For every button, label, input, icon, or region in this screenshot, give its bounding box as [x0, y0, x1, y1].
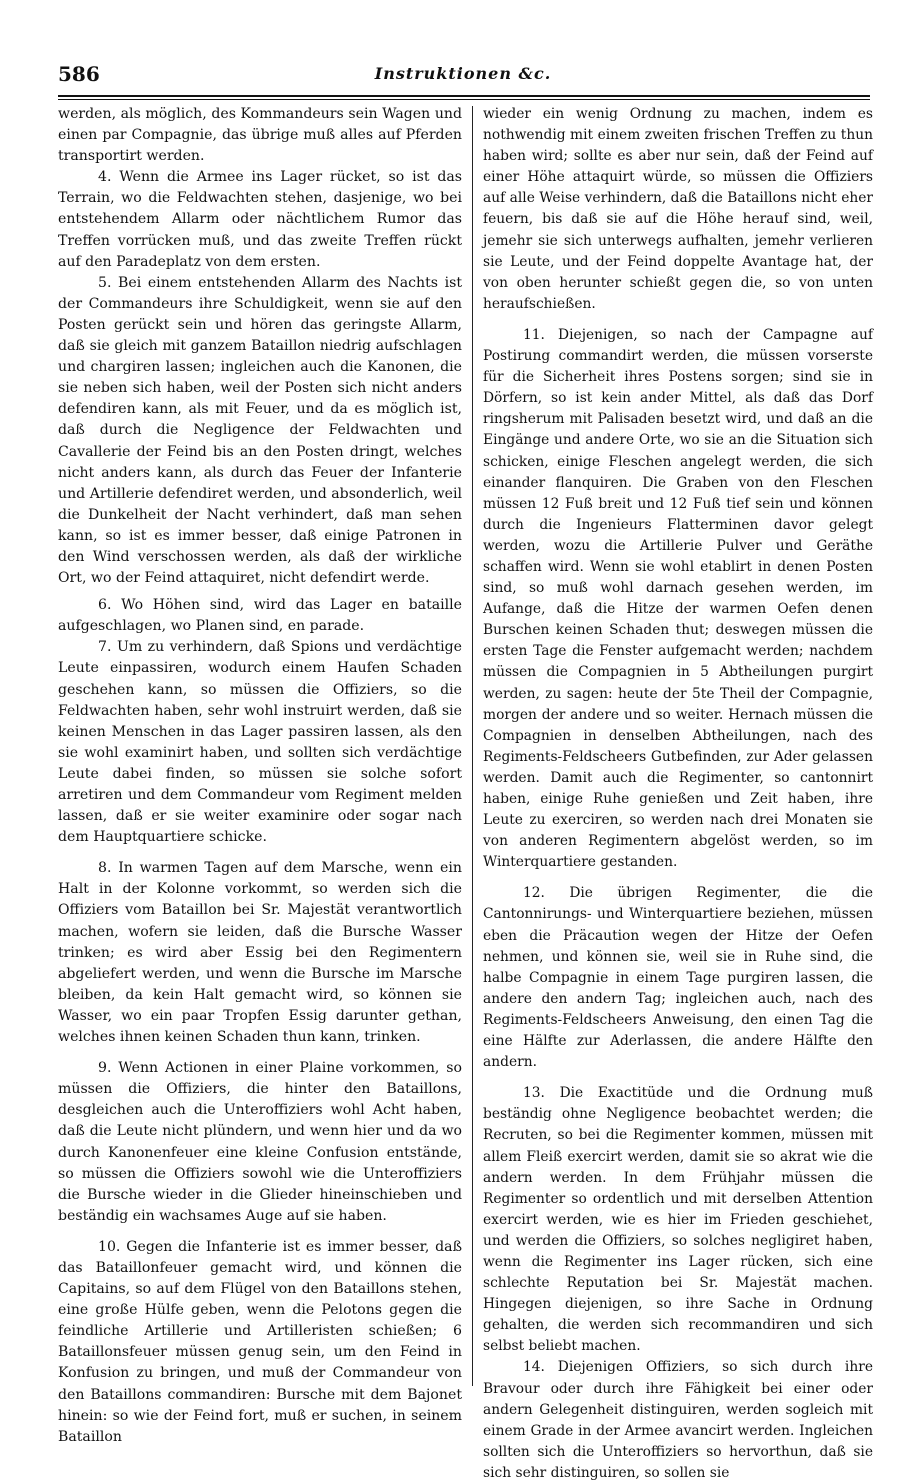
paragraph-7: 7. Um zu verhindern, daß Spions und verdächtige Leute einpassiren, wodurch einem Haufen Schaden geschehen kann, so müssen die Offiziers, so die Feldwachten haben, sehr wohl instruirt werden, daß sie keinen Menschen in das Lager passiren lassen, als den sie wohl examinirt haben, und sollten sich verdächtige Leute dabei finden, so müssen sie solche sofort arretiren und dem Commandeur vom Regiment melden lassen, daß er sie weiter examinire oder sogar nach dem Hauptquartiere schicke.: [58, 639, 462, 846]
left-column: [58, 104, 462, 1448]
paragraph-11: 11. Diejenigen, so nach der Campagne auf Postirung commandirt werden, die müssen vorserste für die Sicherheit ihres Postens sorgen; sind sie in Dörfern, so ist kein ander Mittel, als daß das Dorf ringsherum mit Palisaden besetzt wird, und daß an die Eingänge und andere Orte, wo sie an die Situation sich schicken, einige Fleschen angelegt werden, die sich einander flanquiren. Die Graben von den Fleschen müssen 12 Fuß breit und 12 Fuß tief sein und können durch die Ingenieurs Flatterminen davor gelegt werden, wozu die Artillerie Pulver und Geräthe schaffen wird. Wenn sie wohl etablirt in denen Posten sind, so muß wohl darnach gesehen werden, im Aufange, daß die Hitze der warmen Oefen denen Burschen keinen Schaden thut; deswegen müssen die ersten Tage die Fenster aufgemacht werden; nachdem müssen die Compagnien in 5 Abtheilungen purgirt werden, zu sagen: heute der 5te Theil der Compagnie, morgen der andere und so weiter. Hernach müssen die Compagnien in denselben Abtheilungen, nach des Regiments-Feldscheers Gutbefinden, zur Ader gelassen werden. Damit auch die Regimenter, so cantonnirt haben, einige Ruhe genießen und Zeit haben, ihre Leute zu exerciren, so werden nach drei Monaten sie von anderen Regimentern abgelöst werden, so im Winterquartiere gestanden.: [483, 326, 873, 871]
paragraph-6: 6. Wo Höhen sind, wird das Lager en bataille aufgeschlagen, wo Planen sind, en parade.: [58, 597, 462, 635]
running-title: Instruktionen &c.: [374, 64, 552, 83]
column-divider: [472, 106, 473, 1386]
page-header: [58, 62, 868, 92]
header-rule: [58, 95, 870, 97]
paragraph-10: 10. Gegen die Infanterie ist es immer besser, daß das Bataillonfeuer gemacht wird, und können die Capitains, so auf dem Flügel von den Bataillons stehen, eine große Hülfe geben, wenn die Pelotons gegen die feindliche Artillerie und Artilleristen schießen; 6 Bataillonsfeuer müssen genug sein, um den Feind in Konfusion zu bringen, und muß der Commandeur von den Bataillons commandiren: Bursche mit dem Bajonet hinein: so wie der Feind fort, muß er suchen, in seinem Bataillon: [58, 1238, 462, 1445]
paragraph-continued-right: wieder ein wenig Ordnung zu machen, indem es nothwendig mit einem zweiten frischen Treffen zu thun haben wird; sollte es aber nur sein, daß der Feind auf einer Höhe attaquirt würde, so müssen die Offiziers auf alle Weise verhindern, daß die Bataillons nicht eher feuern, bis daß sie auf die Höhe herauf sind, weil, jemehr sie sich unterwegs aufhalten, jemehr verlieren sie Leute, und der Feind doppelte Avantage hat, der von oben herunter schießt gegen die, so von unten heraufschießen.: [483, 106, 873, 312]
paragraph-4: 4. Wenn die Armee ins Lager rücket, so ist das Terrain, wo die Feldwachten stehen, dasjenige, wo bei entstehendem Allarm oder nächtlichem Rumor das Treffen vorrücken muß, und das zweite Treffen rückt auf den Paradeplatz von dem ersten.: [58, 169, 462, 270]
header-rule-thin: [58, 99, 870, 100]
page-number: 586: [58, 62, 100, 86]
paragraph-9: 9. Wenn Actionen in einer Plaine vorkommen, so müssen die Offiziers, die hinter den Bataillons, desgleichen auch die Unteroffiziers wohl Acht haben, daß die Leute nicht plündern, und wenn hier und da wo durch Kanonenfeuer eine kleine Confusion entstände, so müssen die Offiziers sowohl wie die Unteroffiziers die Bursche wieder in die Glieder hineinschieben und beständig ein wachsames Auge auf sie haben.: [58, 1060, 462, 1224]
paragraph-12: 12. Die übrigen Regimenter, die die Cantonnirungs- und Winterquartiere beziehen, müssen eben die Präcaution wegen der Hitze der Oefen nehmen, und können sie, weil sie in Ruhe sind, die halbe Compagnie in einem Tage purgiren lassen, die andere den andern Tag; ingleichen auch, nach des Regiments-Feldscheers Anweisung, den einen Tag die eine Hälfte zur Aderlassen, die andere Hälfte den andern.: [483, 885, 873, 1071]
paragraph-continued: werden, als möglich, des Kommandeurs sein Wagen und einen par Compagnie, das übrige muß alles auf Pferden transportirt werden.: [58, 106, 462, 165]
paragraph-8: 8. In warmen Tagen auf dem Marsche, wenn ein Halt in der Kolonne vorkommt, so werden sich die Offiziers vom Bataillon bei Sr. Majestät verantwortlich machen, wofern sie leiden, daß die Bursche Wasser trinken; es wird aber Essig bei den Regimentern abgeliefert werden, und wenn die Bursche im Marsche bleiben, da kein Halt gemacht wird, so können sie Wasser, wo ein paar Tropfen Essig darunter gethan, welches ihnen keinen Schaden thun kann, trinken.: [58, 860, 462, 1046]
paragraph-13: 13. Die Exactitüde und die Ordnung muß beständig ohne Negligence beobachtet werden; die Recruten, so bei die Regimenter kommen, müssen mit allem Fleiß exercirt werden, damit sie so akrat wie die andern werden. In dem Frühjahr müssen die Regimenter so ordentlich und mit derselben Attention exercirt werden, wie es hier im Frieden geschiehet, und werden die Offiziers, so solches negligiret haben, wenn die Regimenter ins Lager rücken, sich eine schlechte Reputation bei Sr. Majestät machen. Hingegen diejenigen, so ihre Sache in Ordnung gehalten, die werden sich recommandiren und sich selbst beliebt machen.: [483, 1085, 873, 1355]
right-column: [483, 104, 873, 1484]
paragraph-14: 14. Diejenigen Offiziers, so sich durch ihre Bravour oder durch ihre Fähigkeit bei einer oder andern Gelegenheit distinguiren, werden sogleich mit einem Grade in der Armee avancirt werden. Ingleichen sollten sich die Unteroffiziers so hervorthun, daß sie sich sehr distinguiren, so sollen sie: [483, 1359, 873, 1481]
paragraph-5: 5. Bei einem entstehenden Allarm des Nachts ist der Commandeurs ihre Schuldigkeit, wenn sie auf den Posten gerückt sein und hören das geringste Allarm, daß sie gleich mit ganzem Bataillon niedrig aufschlagen und chargiren lassen; ingleichen auch die Kanonen, die sie neben sich haben, weil der Posten sich nicht anders defendiren kann, als mit Feuer, und da es möglich ist, daß durch die Negligence der Feldwachten und Cavallerie der Feind bis an den Posten dringt, welches nicht anders kann, als durch das Feuer der Infanterie und Artillerie defendiret werden, und absonderlich, weil die Dunkelheit der Nacht verhindert, daß man sehen kann, so ist es immer besser, daß einige Patronen in den Wind verschossen werden, als daß der wirkliche Ort, wo der Feind attaquiret, nicht defendirt werde.: [58, 274, 462, 587]
